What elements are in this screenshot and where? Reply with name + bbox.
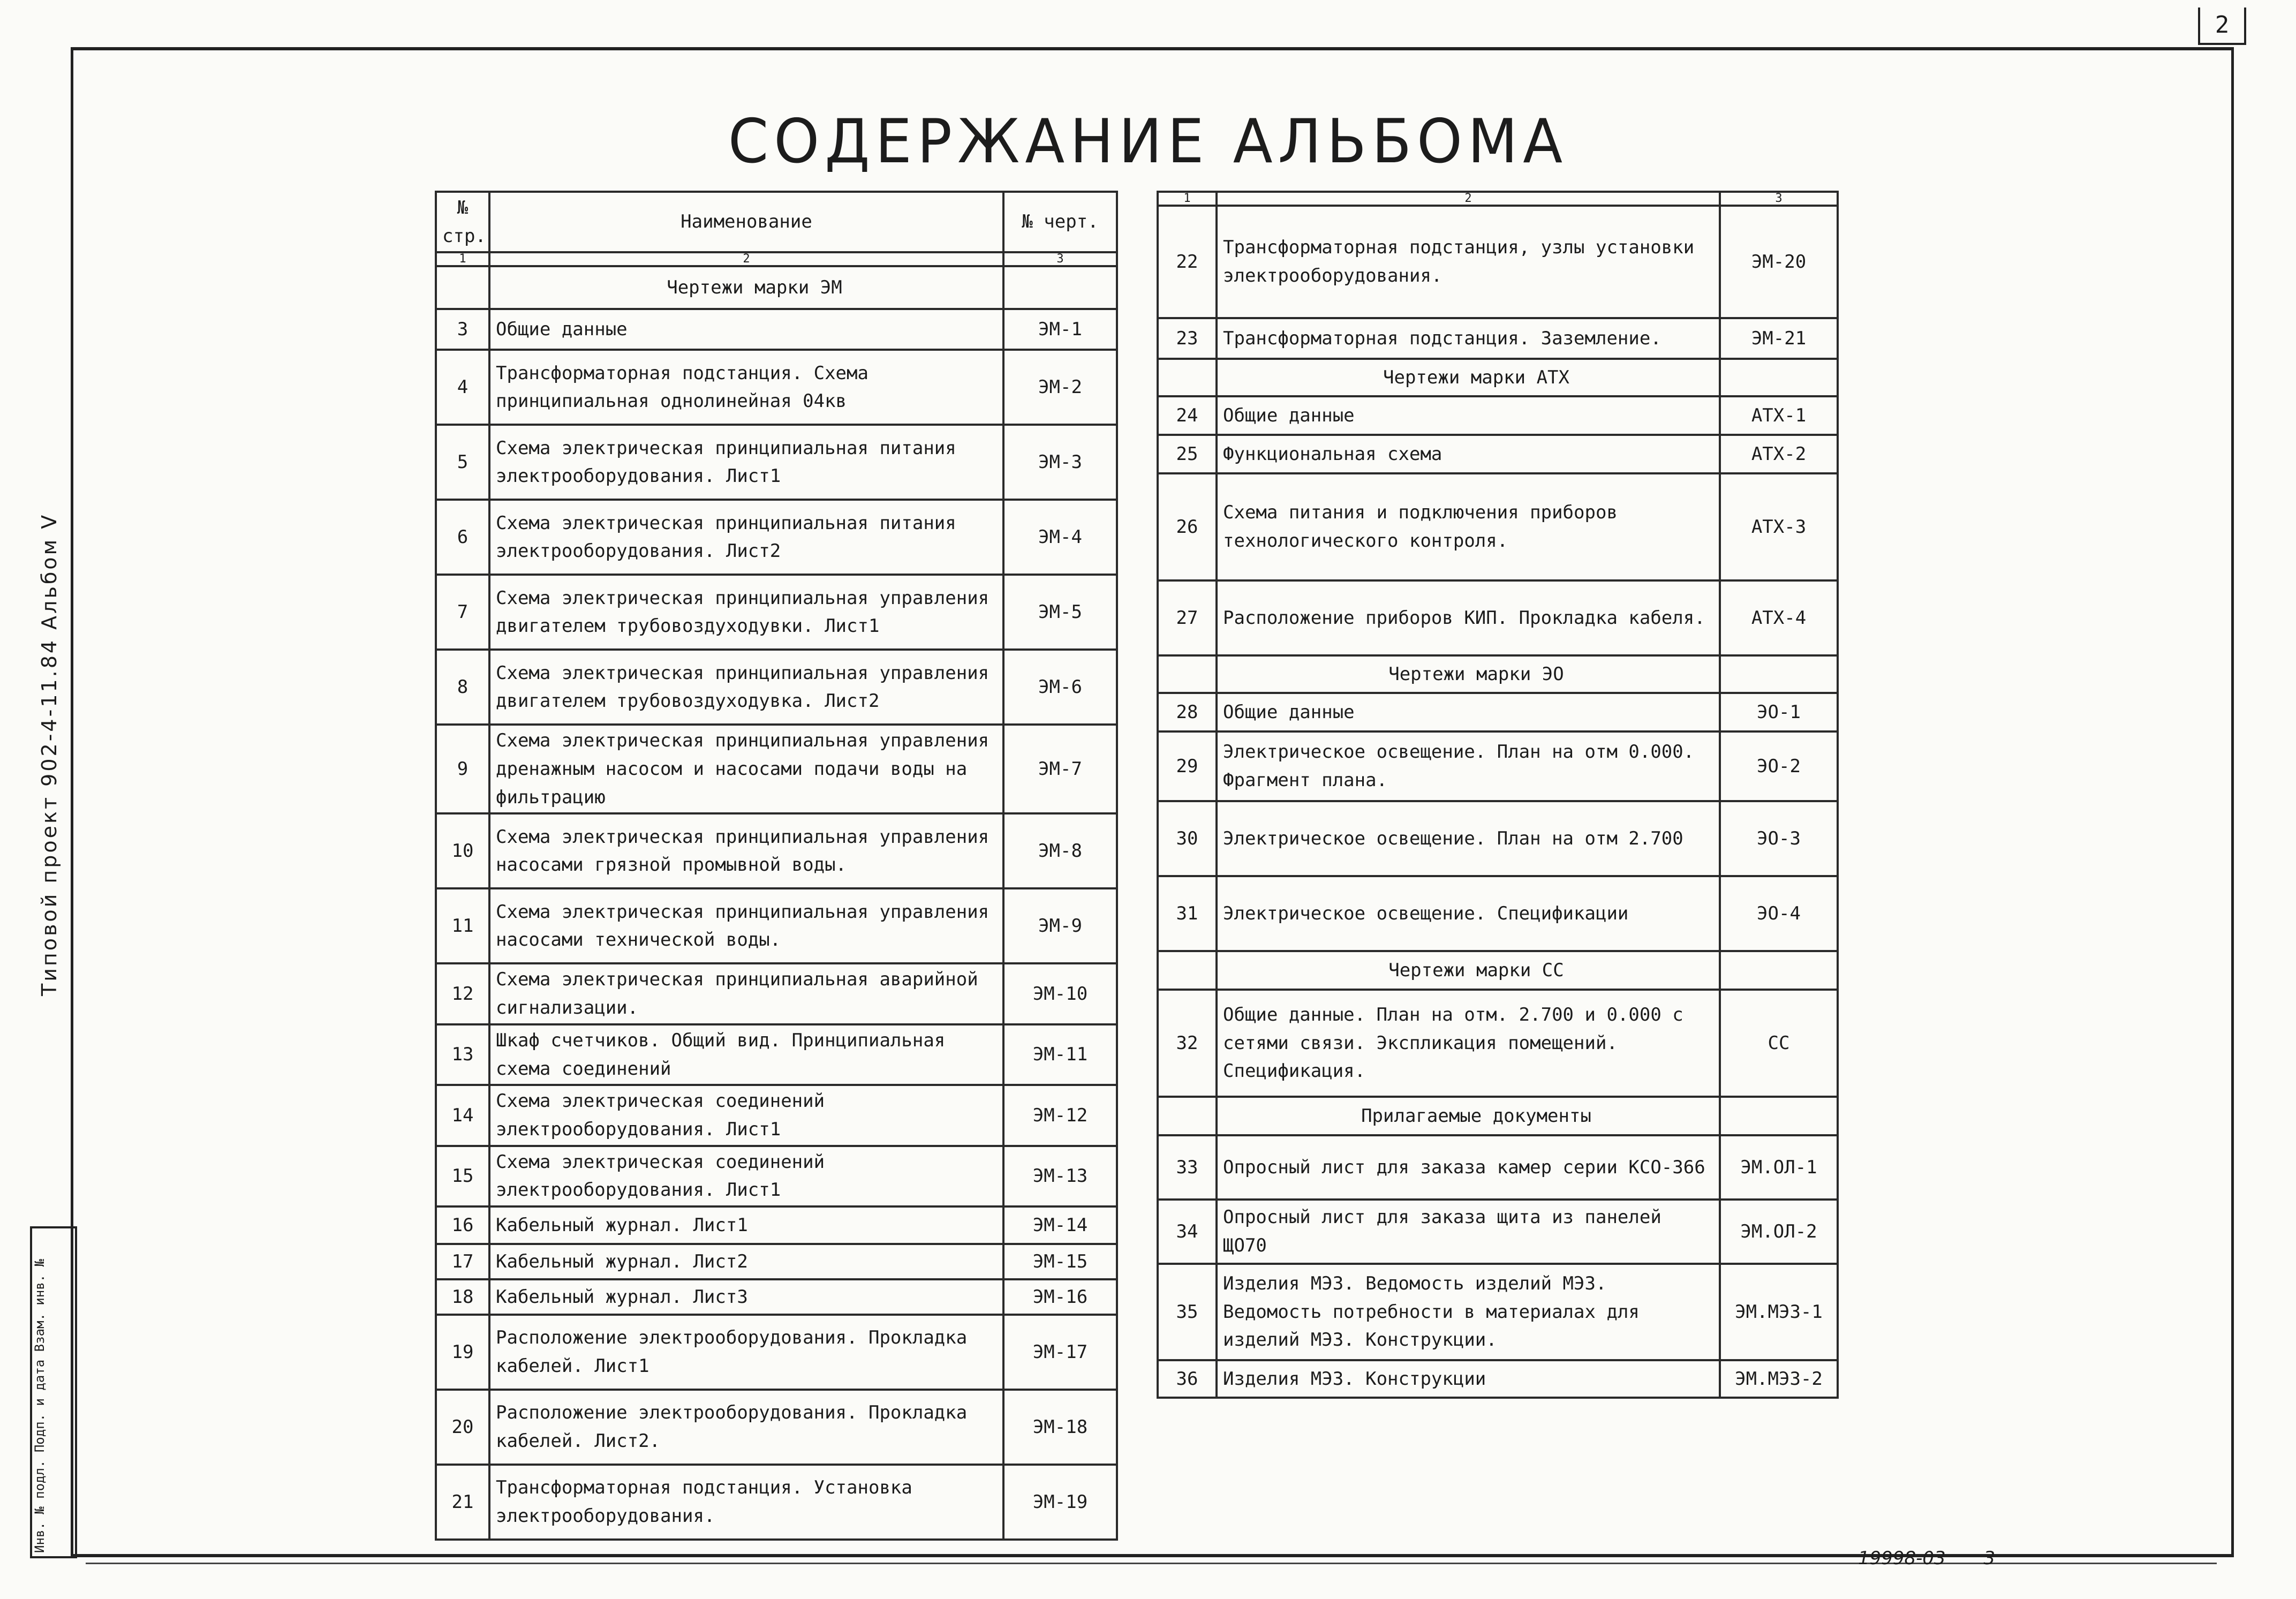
page-cell: 18 xyxy=(436,1279,489,1315)
sheet-number: 2 xyxy=(2198,7,2246,45)
column-index: 1 xyxy=(436,252,489,266)
page-cell: 10 xyxy=(436,813,489,888)
section-row xyxy=(1158,951,1838,990)
table-row xyxy=(1158,693,1838,731)
drawing-cell: ЭМ-10 xyxy=(1003,963,1117,1024)
name-cell: Схема электрическая принципиальная аварийной сигнализации. xyxy=(489,963,1003,1024)
drawing-cell: ЭМ.МЭЗ-2 xyxy=(1720,1360,1838,1398)
page-cell: 26 xyxy=(1158,473,1217,580)
header-name: Наименование xyxy=(489,192,1003,252)
stamp-label: Инв. № подл. Подп. и дата Взам. инв. № xyxy=(32,1258,47,1553)
name-cell: Трансформаторная подстанция, узлы установки электрооборудования. xyxy=(1217,206,1720,318)
page-cell: 15 xyxy=(436,1146,489,1206)
drawing-cell: ЭМ-1 xyxy=(1003,309,1117,350)
name-cell: Расположение электрооборудования. Прокладка кабелей. Лист1 xyxy=(489,1315,1003,1390)
name-cell: Расположение приборов КИП. Прокладка кабеля. xyxy=(1217,580,1720,655)
contents-table-left xyxy=(435,191,1118,1541)
name-cell: Схема электрическая принципиальная управления двигателем трубовоздуходувка. Лист2 xyxy=(489,650,1003,725)
table-row xyxy=(1158,206,1838,318)
table-row xyxy=(1158,1200,1838,1264)
name-cell: Чертежи марки АТХ xyxy=(1217,359,1720,396)
footer-page: 3 xyxy=(1983,1548,1996,1569)
name-cell: Расположение электрооборудования. Прокладка кабелей. Лист2. xyxy=(489,1390,1003,1465)
page-cell xyxy=(436,266,489,309)
drawing-cell xyxy=(1720,359,1838,396)
page-cell: 24 xyxy=(1158,396,1217,435)
table-row xyxy=(436,1024,1117,1085)
drawing-cell: ЭМ-15 xyxy=(1003,1244,1117,1279)
table-row xyxy=(1158,990,1838,1097)
drawing-frame xyxy=(71,47,2234,1557)
drawing-cell xyxy=(1003,266,1117,309)
drawing-cell xyxy=(1720,1097,1838,1135)
page-cell xyxy=(1158,655,1217,693)
table-row xyxy=(436,1244,1117,1279)
drawing-cell: ЭО-4 xyxy=(1720,876,1838,951)
drawing-cell: АТХ-3 xyxy=(1720,473,1838,580)
table-row xyxy=(436,1146,1117,1206)
page-cell: 21 xyxy=(436,1465,489,1540)
section-row xyxy=(1158,655,1838,693)
table-row xyxy=(1158,473,1838,580)
section-row xyxy=(1158,359,1838,396)
table-row xyxy=(1158,731,1838,801)
name-cell: Общие данные xyxy=(1217,396,1720,435)
table-row xyxy=(1158,396,1838,435)
page-cell: 5 xyxy=(436,425,489,500)
drawing-cell xyxy=(1720,951,1838,990)
drawing-cell: ЭМ-7 xyxy=(1003,725,1117,813)
page-cell: 27 xyxy=(1158,580,1217,655)
page-cell: 17 xyxy=(436,1244,489,1279)
table-row xyxy=(1158,318,1838,359)
drawing-cell: ЭМ-5 xyxy=(1003,575,1117,650)
page-cell xyxy=(1158,1097,1217,1135)
page-cell: 8 xyxy=(436,650,489,725)
page-cell: 6 xyxy=(436,500,489,575)
drawing-cell: ЭМ-11 xyxy=(1003,1024,1117,1085)
name-cell: Кабельный журнал. Лист1 xyxy=(489,1206,1003,1244)
name-cell: Схема электрическая принципиальная питания электрооборудования. Лист1 xyxy=(489,425,1003,500)
name-cell: Трансформаторная подстанция. Заземление. xyxy=(1217,318,1720,359)
name-cell: Общие данные xyxy=(1217,693,1720,731)
table-row xyxy=(436,888,1117,963)
name-cell: Схема электрическая принципиальная управления насосами грязной промывной воды. xyxy=(489,813,1003,888)
drawing-cell: ЭМ-3 xyxy=(1003,425,1117,500)
drawing-cell: СС xyxy=(1720,990,1838,1097)
section-row xyxy=(1158,1097,1838,1135)
drawing-cell: ЭМ.ОЛ-2 xyxy=(1720,1200,1838,1264)
table-row xyxy=(436,350,1117,425)
drawing-cell: АТХ-4 xyxy=(1720,580,1838,655)
drawing-cell: ЭМ-4 xyxy=(1003,500,1117,575)
page-cell: 28 xyxy=(1158,693,1217,731)
drawing-cell: ЭМ-19 xyxy=(1003,1465,1117,1540)
name-cell: Опросный лист для заказа камер серии КСО-366 xyxy=(1217,1135,1720,1200)
column-index: 1 xyxy=(1158,192,1217,206)
drawing-cell: ЭМ-13 xyxy=(1003,1146,1117,1206)
page-cell: 30 xyxy=(1158,801,1217,876)
table-row xyxy=(436,1465,1117,1540)
drawing-cell: ЭМ-17 xyxy=(1003,1315,1117,1390)
name-cell: Чертежи марки СС xyxy=(1217,951,1720,990)
contents-table-right xyxy=(1157,191,1839,1399)
table-row xyxy=(436,1315,1117,1390)
name-cell: Общие данные xyxy=(489,309,1003,350)
header-drawing: № черт. xyxy=(1003,192,1117,252)
page-title: СОДЕРЖАНИЕ АЛЬБОМА xyxy=(728,107,1568,177)
table-row xyxy=(436,575,1117,650)
name-cell: Схема электрическая соединений электрооборудования. Лист1 xyxy=(489,1146,1003,1206)
page-cell: 20 xyxy=(436,1390,489,1465)
page-cell: 4 xyxy=(436,350,489,425)
column-index: 3 xyxy=(1003,252,1117,266)
name-cell: Чертежи марки ЭМ xyxy=(489,266,1003,309)
table-row xyxy=(1158,1264,1838,1360)
page-cell xyxy=(1158,359,1217,396)
name-cell: Схема электрическая принципиальная питания электрооборудования. Лист2 xyxy=(489,500,1003,575)
drawing-cell: ЭМ-18 xyxy=(1003,1390,1117,1465)
table-row xyxy=(1158,1360,1838,1398)
name-cell: Трансформаторная подстанция. Установка электрооборудования. xyxy=(489,1465,1003,1540)
column-index: 2 xyxy=(489,252,1003,266)
side-label: Типовой проект 902-4-11.84 Альбом V xyxy=(37,512,61,996)
table-row xyxy=(436,1390,1117,1465)
table-row xyxy=(436,1085,1117,1145)
page-cell: 29 xyxy=(1158,731,1217,801)
column-index: 2 xyxy=(1217,192,1720,206)
drawing-cell: АТХ-1 xyxy=(1720,396,1838,435)
table-row xyxy=(436,1279,1117,1315)
page-cell: 34 xyxy=(1158,1200,1217,1264)
drawing-cell: ЭО-3 xyxy=(1720,801,1838,876)
table-row xyxy=(1158,801,1838,876)
drawing-cell: ЭМ-16 xyxy=(1003,1279,1117,1315)
footer xyxy=(1858,1548,1995,1569)
name-cell: Изделия МЭЗ. Ведомость изделий МЭЗ. Ведомость потребности в материалах для изделий МЭЗ. Конструкции. xyxy=(1217,1264,1720,1360)
drawing-cell: ЭМ-21 xyxy=(1720,318,1838,359)
page-cell: 23 xyxy=(1158,318,1217,359)
section-row xyxy=(436,266,1117,309)
name-cell: Схема питания и подключения приборов технологического контроля. xyxy=(1217,473,1720,580)
table-row xyxy=(436,425,1117,500)
name-cell: Общие данные. План на отм. 2.700 и 0.000 с сетями связи. Экспликация помещений. Спецификация. xyxy=(1217,990,1720,1097)
table-row xyxy=(436,1206,1117,1244)
name-cell: Схема электрическая соединений электрооборудования. Лист1 xyxy=(489,1085,1003,1145)
drawing-cell: ЭМ-8 xyxy=(1003,813,1117,888)
page-cell: 11 xyxy=(436,888,489,963)
page-cell: 3 xyxy=(436,309,489,350)
drawing-cell: ЭО-2 xyxy=(1720,731,1838,801)
name-cell: Кабельный журнал. Лист3 xyxy=(489,1279,1003,1315)
table-row xyxy=(1158,1135,1838,1200)
table-row xyxy=(1158,580,1838,655)
name-cell: Изделия МЭЗ. Конструкции xyxy=(1217,1360,1720,1398)
page-cell: 22 xyxy=(1158,206,1217,318)
table-row xyxy=(1158,876,1838,951)
column-index: 3 xyxy=(1720,192,1838,206)
drawing-cell: ЭМ-6 xyxy=(1003,650,1117,725)
drawing-cell: ЭМ-12 xyxy=(1003,1085,1117,1145)
name-cell: Схема электрическая принципиальная управления насосами технической воды. xyxy=(489,888,1003,963)
header-page: № стр. xyxy=(436,192,489,252)
page-cell: 33 xyxy=(1158,1135,1217,1200)
page-cell: 31 xyxy=(1158,876,1217,951)
table-row xyxy=(1158,435,1838,473)
page-cell: 25 xyxy=(1158,435,1217,473)
page-cell xyxy=(1158,951,1217,990)
page-cell: 35 xyxy=(1158,1264,1217,1360)
drawing-cell: ЭМ.ОЛ-1 xyxy=(1720,1135,1838,1200)
name-cell: Функциональная схема xyxy=(1217,435,1720,473)
name-cell: Электрическое освещение. План на отм 2.700 xyxy=(1217,801,1720,876)
drawing-cell: ЭО-1 xyxy=(1720,693,1838,731)
table-row xyxy=(436,725,1117,813)
drawing-cell xyxy=(1720,655,1838,693)
page-cell: 16 xyxy=(436,1206,489,1244)
drawing-cell: ЭМ-20 xyxy=(1720,206,1838,318)
table-row xyxy=(436,309,1117,350)
table-row xyxy=(436,650,1117,725)
table-row xyxy=(436,500,1117,575)
footer-code: 19998-03 xyxy=(1858,1548,1946,1569)
drawing-cell: ЭМ.МЭЗ-1 xyxy=(1720,1264,1838,1360)
page-cell: 14 xyxy=(436,1085,489,1145)
page-cell: 9 xyxy=(436,725,489,813)
name-cell: Схема электрическая принципиальная управления двигателем трубовоздуходувки. Лист1 xyxy=(489,575,1003,650)
page-cell: 12 xyxy=(436,963,489,1024)
page-cell: 19 xyxy=(436,1315,489,1390)
name-cell: Электрическое освещение. Спецификации xyxy=(1217,876,1720,951)
drawing-cell: ЭМ-14 xyxy=(1003,1206,1117,1244)
page-cell: 32 xyxy=(1158,990,1217,1097)
name-cell: Трансформаторная подстанция. Схема принципиальная однолинейная 04кв xyxy=(489,350,1003,425)
page-cell: 36 xyxy=(1158,1360,1217,1398)
name-cell: Кабельный журнал. Лист2 xyxy=(489,1244,1003,1279)
name-cell: Электрическое освещение. План на отм 0.000. Фрагмент плана. xyxy=(1217,731,1720,801)
name-cell: Прилагаемые документы xyxy=(1217,1097,1720,1135)
name-cell: Схема электрическая принципиальная управления дренажным насосом и насосами подачи воды на фильтрацию xyxy=(489,725,1003,813)
drawing-cell: ЭМ-2 xyxy=(1003,350,1117,425)
page-cell: 13 xyxy=(436,1024,489,1085)
drawing-cell: АТХ-2 xyxy=(1720,435,1838,473)
table-row xyxy=(436,813,1117,888)
name-cell: Шкаф счетчиков. Общий вид. Принципиальная схема соединений xyxy=(489,1024,1003,1085)
name-cell: Чертежи марки ЭО xyxy=(1217,655,1720,693)
name-cell: Опросный лист для заказа щита из панелей ЩО70 xyxy=(1217,1200,1720,1264)
page-cell: 7 xyxy=(436,575,489,650)
table-row xyxy=(436,963,1117,1024)
drawing-cell: ЭМ-9 xyxy=(1003,888,1117,963)
